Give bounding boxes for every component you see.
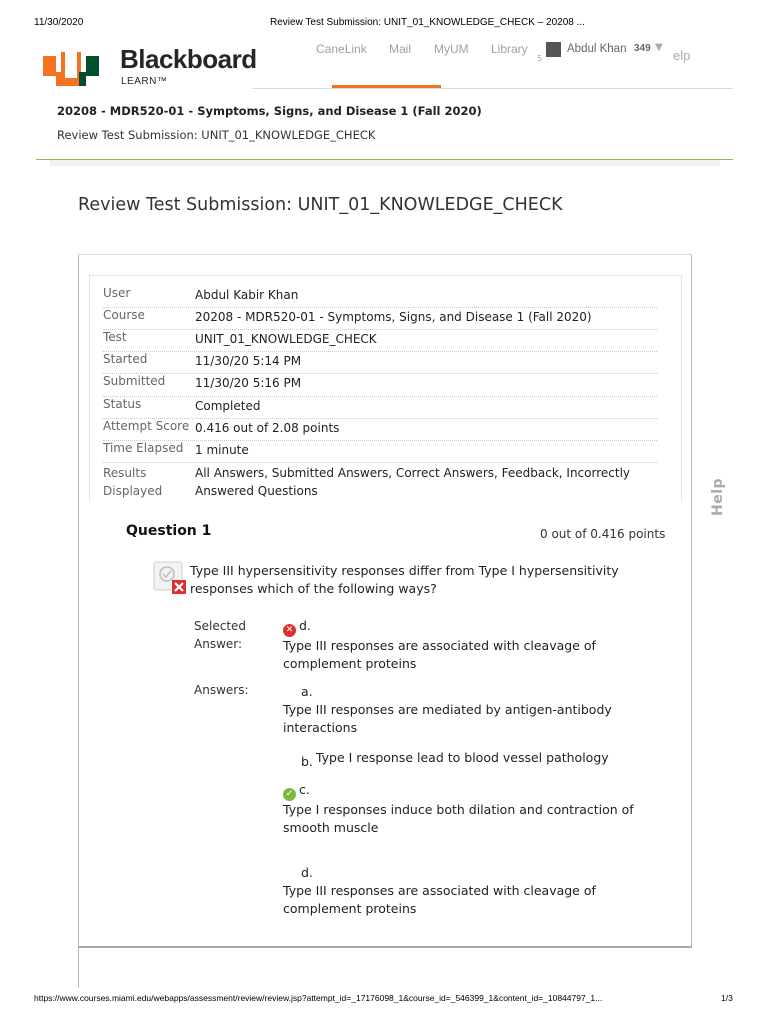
question-title: Question 1: [126, 523, 212, 539]
detail-value: 1 minute: [195, 443, 249, 457]
detail-label: Attempt Score: [103, 419, 190, 433]
detail-label: Status: [103, 397, 142, 411]
answer-text: Type I responses induce both dilation and contraction of smooth muscle: [283, 802, 634, 835]
incorrect-icon: ✕: [283, 624, 296, 637]
detail-label: Started: [103, 352, 148, 366]
university-u-logo[interactable]: [43, 52, 99, 86]
detail-row-started: [103, 352, 657, 374]
detail-label: Submitted: [103, 374, 166, 388]
answer-text: Type III responses are associated with cleavage of complement proteins: [283, 883, 596, 916]
print-page-number: 1/3: [721, 993, 733, 1003]
answer-letter: c.: [299, 782, 310, 797]
answer-text: Type III responses are mediated by antigen-antibody interactions: [283, 702, 612, 735]
incorrect-question-icon: [153, 561, 187, 595]
course-title[interactable]: 20208 - MDR520-01 - Symptoms, Signs, and Disease 1 (Fall 2020): [57, 104, 482, 118]
selected-answer: [283, 617, 673, 673]
detail-label: Test: [103, 330, 127, 344]
detail-label: Course: [103, 308, 145, 322]
help-link[interactable]: elp: [673, 48, 691, 63]
avatar[interactable]: [546, 42, 561, 57]
selected-answer-text: Type III responses are associated with cleavage of complement proteins: [283, 638, 596, 671]
panel-left-rule: [78, 948, 79, 988]
detail-value: 11/30/20 5:16 PM: [195, 376, 302, 390]
breadcrumb: Review Test Submission: UNIT_01_KNOWLEDGE_CHECK: [57, 128, 376, 142]
answer-letter: a.: [301, 684, 313, 699]
header-band: [50, 160, 720, 166]
print-page-title: Review Test Submission: UNIT_01_KNOWLEDGE_CHECK – 20208 ...: [270, 17, 585, 28]
help-tab-label: Help: [710, 477, 726, 516]
detail-label: User: [103, 286, 131, 300]
print-url: https://www.courses.miami.edu/webapps/assessment/review/review.jsp?attempt_id=_17176098_1&course_id=_546399_1&content_id=_10844797_1...: [34, 993, 603, 1003]
answer-text: Type I response lead to blood vessel pathology: [315, 750, 609, 765]
print-date: 11/30/2020: [34, 17, 84, 28]
detail-row-time-elapsed: [103, 441, 657, 463]
detail-value: UNIT_01_KNOWLEDGE_CHECK: [195, 332, 377, 346]
detail-row-results-displayed: [103, 464, 657, 502]
help-tab[interactable]: [710, 477, 726, 516]
correct-icon: ✓: [283, 788, 296, 801]
tab-library[interactable]: Library: [491, 42, 528, 56]
detail-value: All Answers, Submitted Answers, Correct Answers, Feedback, Incorrectly Answered Questions: [195, 466, 630, 498]
blackboard-wordmark[interactable]: Blackboard: [120, 44, 257, 74]
answer-letter: d.: [301, 865, 313, 880]
detail-row-status: [103, 397, 657, 419]
notification-count-badge[interactable]: 349: [634, 43, 651, 54]
selected-answer-label: Selected Answer:: [194, 619, 247, 651]
detail-value: 0.416 out of 2.08 points: [195, 421, 340, 435]
top-navigation: [0, 42, 768, 56]
detail-row-attempt-score: [103, 419, 657, 441]
detail-row-test: [103, 330, 657, 352]
answer-option-a: [283, 683, 673, 737]
question-text: Type III hypersensitivity responses differ from Type I hypersensitivity responses which of the following ways?: [190, 563, 619, 596]
detail-row-course: [103, 308, 657, 330]
detail-value: 11/30/20 5:14 PM: [195, 354, 302, 368]
answers-label: Answers:: [194, 683, 249, 697]
answer-letter: b.: [301, 754, 313, 769]
tab-myum[interactable]: MyUM: [434, 42, 469, 56]
answer-option-b: [283, 749, 673, 771]
detail-row-user: [103, 286, 657, 308]
answer-option-c: [283, 781, 673, 837]
page-title: Review Test Submission: UNIT_01_KNOWLEDGE_CHECK: [78, 195, 563, 215]
detail-value: Completed: [195, 399, 261, 413]
nav-fragment: 5: [537, 54, 543, 63]
detail-value: Abdul Kabir Khan: [195, 288, 299, 302]
user-name[interactable]: Abdul Khan: [567, 43, 627, 55]
detail-row-submitted: [103, 374, 657, 397]
detail-label: Results Displayed: [103, 466, 163, 498]
question-points: 0 out of 0.416 points: [540, 527, 666, 541]
answer-option-d: [283, 864, 673, 918]
detail-label: Time Elapsed: [103, 441, 184, 455]
chevron-down-icon[interactable]: ▼: [655, 42, 663, 53]
panel-bottom-border: [78, 946, 692, 948]
learn-subtitle: LEARN™: [121, 76, 168, 87]
nav-divider: [252, 88, 733, 89]
selected-answer-letter: d.: [299, 618, 311, 633]
tab-canelink[interactable]: CaneLink: [316, 42, 367, 56]
detail-value: 20208 - MDR520-01 - Symptoms, Signs, and Disease 1 (Fall 2020): [195, 310, 592, 324]
tab-mail[interactable]: Mail: [389, 42, 412, 56]
